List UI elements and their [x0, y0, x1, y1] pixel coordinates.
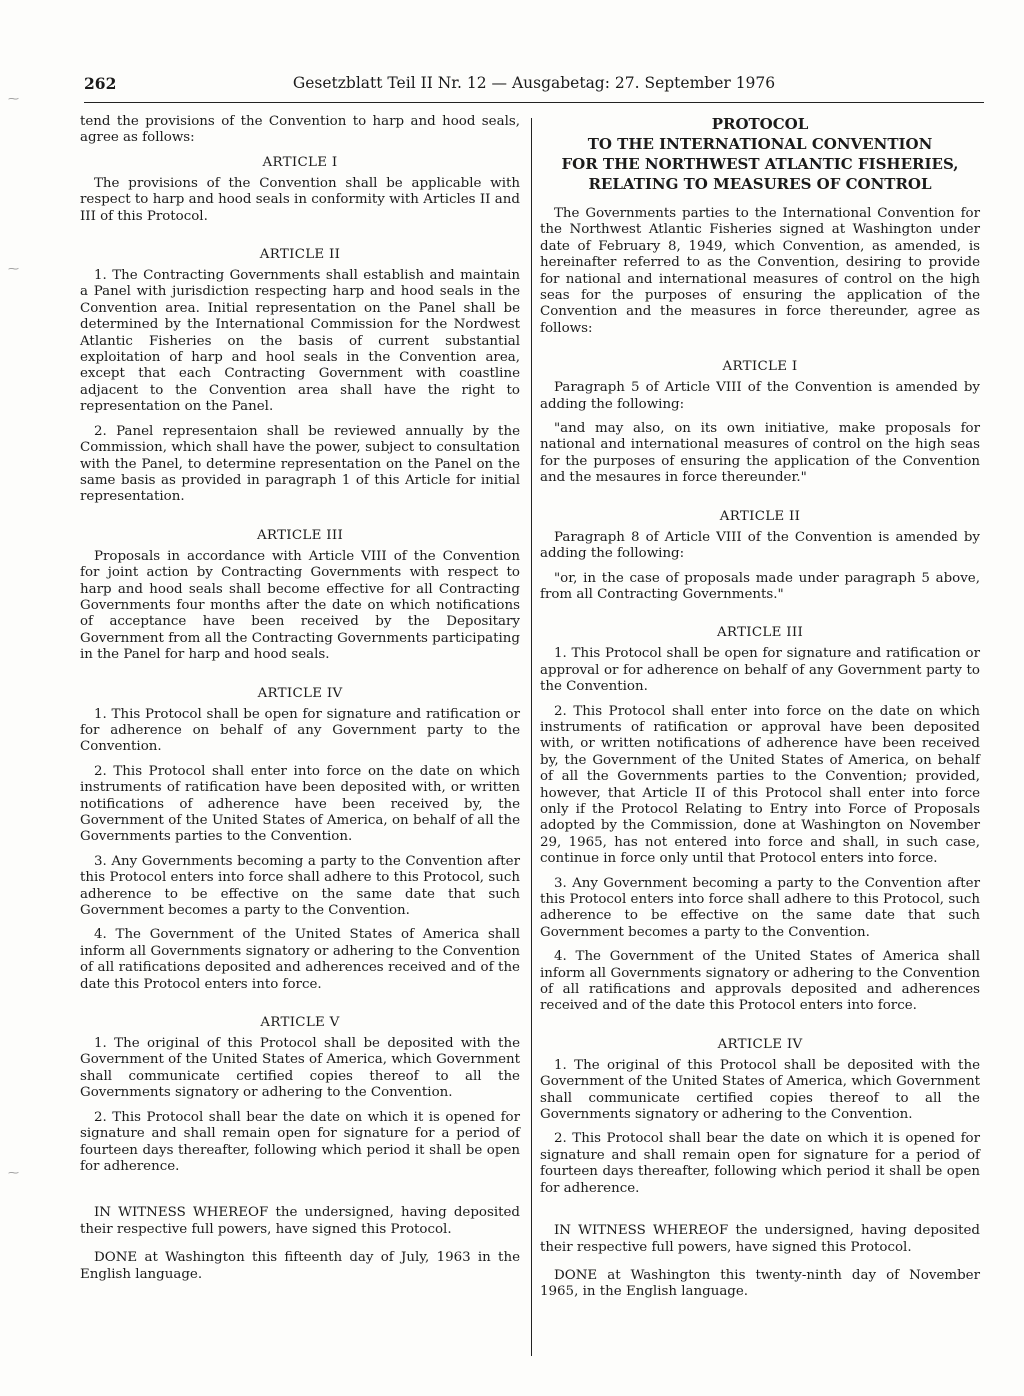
scan-mark-icon: ⁓ [8, 262, 19, 275]
left-article-4-paragraph-2: 2. This Protocol shall enter into force on the date on which instruments of ratification have been deposited with, or written notifications of adherence have been received by, the Government of the United States of America, on behalf of all the Governments parties to the Convention. [80, 763, 520, 845]
right-witness-clause: IN WITNESS WHEREOF the undersigned, having deposited their respective full powers, have signed this Protocol. [540, 1223, 980, 1255]
left-article-5-paragraph-2: 2. This Protocol shall bear the date on which it is opened for signature and shall remain open for signature for a period of fourteen days thereafter, following which period it shall be open for adherence. [80, 1109, 520, 1174]
right-article-1-paragraph: Paragraph 5 of Article VIII of the Convention is amended by adding the following: [540, 380, 980, 412]
right-article-2-paragraph: Paragraph 8 of Article VIII of the Convention is amended by adding the following: [540, 529, 980, 562]
protocol-title [540, 114, 980, 194]
left-witness-clause: IN WITNESS WHEREOF the undersigned, having deposited their respective full powers, have signed this Protocol. [80, 1205, 520, 1237]
left-article-4-paragraph-3: 3. Any Governments becoming a party to the Convention after this Protocol enters into force shall adhere to this Protocol, such adherence to be effective on the same date that such Government becomes a party to the Convention. [80, 853, 520, 919]
protocol-title-line-1: PROTOCOL [711, 115, 809, 133]
left-article-3-paragraph: Proposals in accordance with Article VIII of the Convention for joint action by Contracting Governments with respect to harp and hood seals shall become effective for all Contracting Governments four months after the date on which notifications of acceptance have been received by the Depositary Government from all the Contracting Governments participating in the Panel for harp and hood seals. [80, 548, 520, 663]
page-number: 262 [84, 74, 117, 93]
protocol-title-line-4: RELATING TO MEASURES OF CONTROL [588, 175, 932, 193]
right-article-1-heading: ARTICLE I [722, 359, 798, 375]
left-article-4-paragraph-4: 4. The Government of the United States of America shall inform all Governments signatory or adhering to the Convention of all ratifications deposited and adherences received and of the date this Protocol enters into force. [80, 927, 520, 992]
left-article-2-paragraph-2: 2. Panel representaion shall be reviewed annually by the Commission, which shall have the power, subject to consultation with the Panel, to determine representation on the Panel on the same basis as provided in paragraph 1 of this Article for initial representation. [80, 423, 520, 505]
right-article-3-paragraph-2: 2. This Protocol shall enter into force on the date on which instruments of ratification or approval have been deposited with, or written notifications of adherence have been received by, the Government of the United States of America, on behalf of all the Governments parties to the Convention; provided, however, that Article II of this Protocol shall enter into force only if the Protocol Relating to Entry into Force of Proposals adopted by the Commission, done at Washington on November 29, 1965, has not entered into force and shall, in such case, continue in force only until that Protocol enters into force. [540, 703, 980, 867]
right-article-2-quote: "or, in the case of proposals made under paragraph 5 above, from all Contracting Governments." [540, 570, 980, 602]
left-article-4-heading: ARTICLE IV [257, 685, 343, 701]
right-article-3-paragraph-4: 4. The Government of the United States of America shall inform all Governments signatory or adhering to the Convention of all ratifications and approvals deposited and adherences received and of the date this Protocol enters into force. [540, 949, 980, 1014]
header-title: Gesetzblatt Teil II Nr. 12 — Ausgabetag: 27. September 1976 [292, 74, 776, 92]
right-article-3-heading: ARTICLE III [716, 625, 804, 641]
right-article-4-paragraph-2: 2. This Protocol shall bear the date on which it is opened for signature and shall remain open for signature for a period of fourteen days thereafter, following which period it shall be open for adherence. [540, 1131, 980, 1196]
page-header [84, 72, 984, 103]
scan-mark-icon: ⁓ [8, 92, 19, 105]
right-intro: The Governments parties to the International Convention for the Northwest Atlantic Fisheries signed at Washington under date of February 8, 1949, which Convention, as amended, is hereinafter referred to as the Convention, desiring to provide for national and international measures of control on the high seas for the purposes of ensuring the application of the Convention and the measures in force thereunder, agree as follows: [540, 206, 980, 336]
right-article-1-quote: "and may also, on its own initiative, make proposals for national and international measures of control on the high seas for the purposes of ensuring the application of the Convention and the mesaures in force thereunder." [540, 421, 980, 486]
left-article-2-heading: ARTICLE II [259, 247, 341, 263]
left-column [80, 114, 520, 1283]
right-column [540, 114, 980, 1301]
left-intro: tend the provisions of the Convention to harp and hood seals, agree as follows: [80, 114, 520, 146]
right-article-4-paragraph-1: 1. The original of this Protocol shall be deposited with the Government of the United States of America, which Government shall communicate certified copies thereof to all the Governments signatory or adhering to the Convention. [540, 1057, 980, 1123]
left-article-4-paragraph-1: 1. This Protocol shall be open for signature and ratification or for adherence on behalf of any Government party to the Convention. [80, 706, 520, 755]
protocol-title-line-2: TO THE INTERNATIONAL CONVENTION [587, 135, 933, 153]
left-article-5-paragraph-1: 1. The original of this Protocol shall be deposited with the Government of the United States of America, which Government shall communicate certified copies thereof to all the Governments signatory or adhering to the Convention. [80, 1036, 520, 1101]
protocol-title-line-3: FOR THE NORTHWEST ATLANTIC FISHERIES, [561, 155, 959, 173]
right-done-clause: DONE at Washington this twenty-ninth day of November 1965, in the English language. [540, 1267, 980, 1300]
right-article-2-heading: ARTICLE II [719, 508, 801, 524]
right-article-3-paragraph-1: 1. This Protocol shall be open for signature and ratification or approval or for adherence on behalf of any Government party to the Convention. [540, 646, 980, 695]
left-article-1-heading: ARTICLE I [262, 154, 338, 170]
left-article-5-heading: ARTICLE V [260, 1015, 340, 1031]
left-article-2-paragraph-1: 1. The Contracting Governments shall establish and maintain a Panel with jurisdiction respecting harp and hood seals in the Convention area. Initial representation on the Panel shall be determined by the International Commission for the Nordwest Atlantic Fisheries on the basis of current substantial exploitation of harp and hool seals in the Convention area, except that each Contracting Government with coastline adjacent to the Convention area shall have the right to representation on the Panel. [80, 268, 520, 415]
right-article-3-paragraph-3: 3. Any Government becoming a party to the Convention after this Protocol enters into force shall adhere to this Protocol, such adherence to be effective on the same date that such Government becomes a party to the Convention. [540, 875, 980, 940]
left-article-1-paragraph: The provisions of the Convention shall be applicable with respect to harp and hood seals in conformity with Articles II and III of this Protocol. [80, 175, 520, 224]
scan-mark-icon: ⁓ [8, 1166, 19, 1179]
right-article-4-heading: ARTICLE IV [717, 1036, 803, 1052]
column-divider [531, 118, 532, 1356]
left-article-3-heading: ARTICLE III [256, 527, 344, 543]
left-done-clause: DONE at Washington this fifteenth day of July, 1963 in the English language. [80, 1250, 520, 1282]
